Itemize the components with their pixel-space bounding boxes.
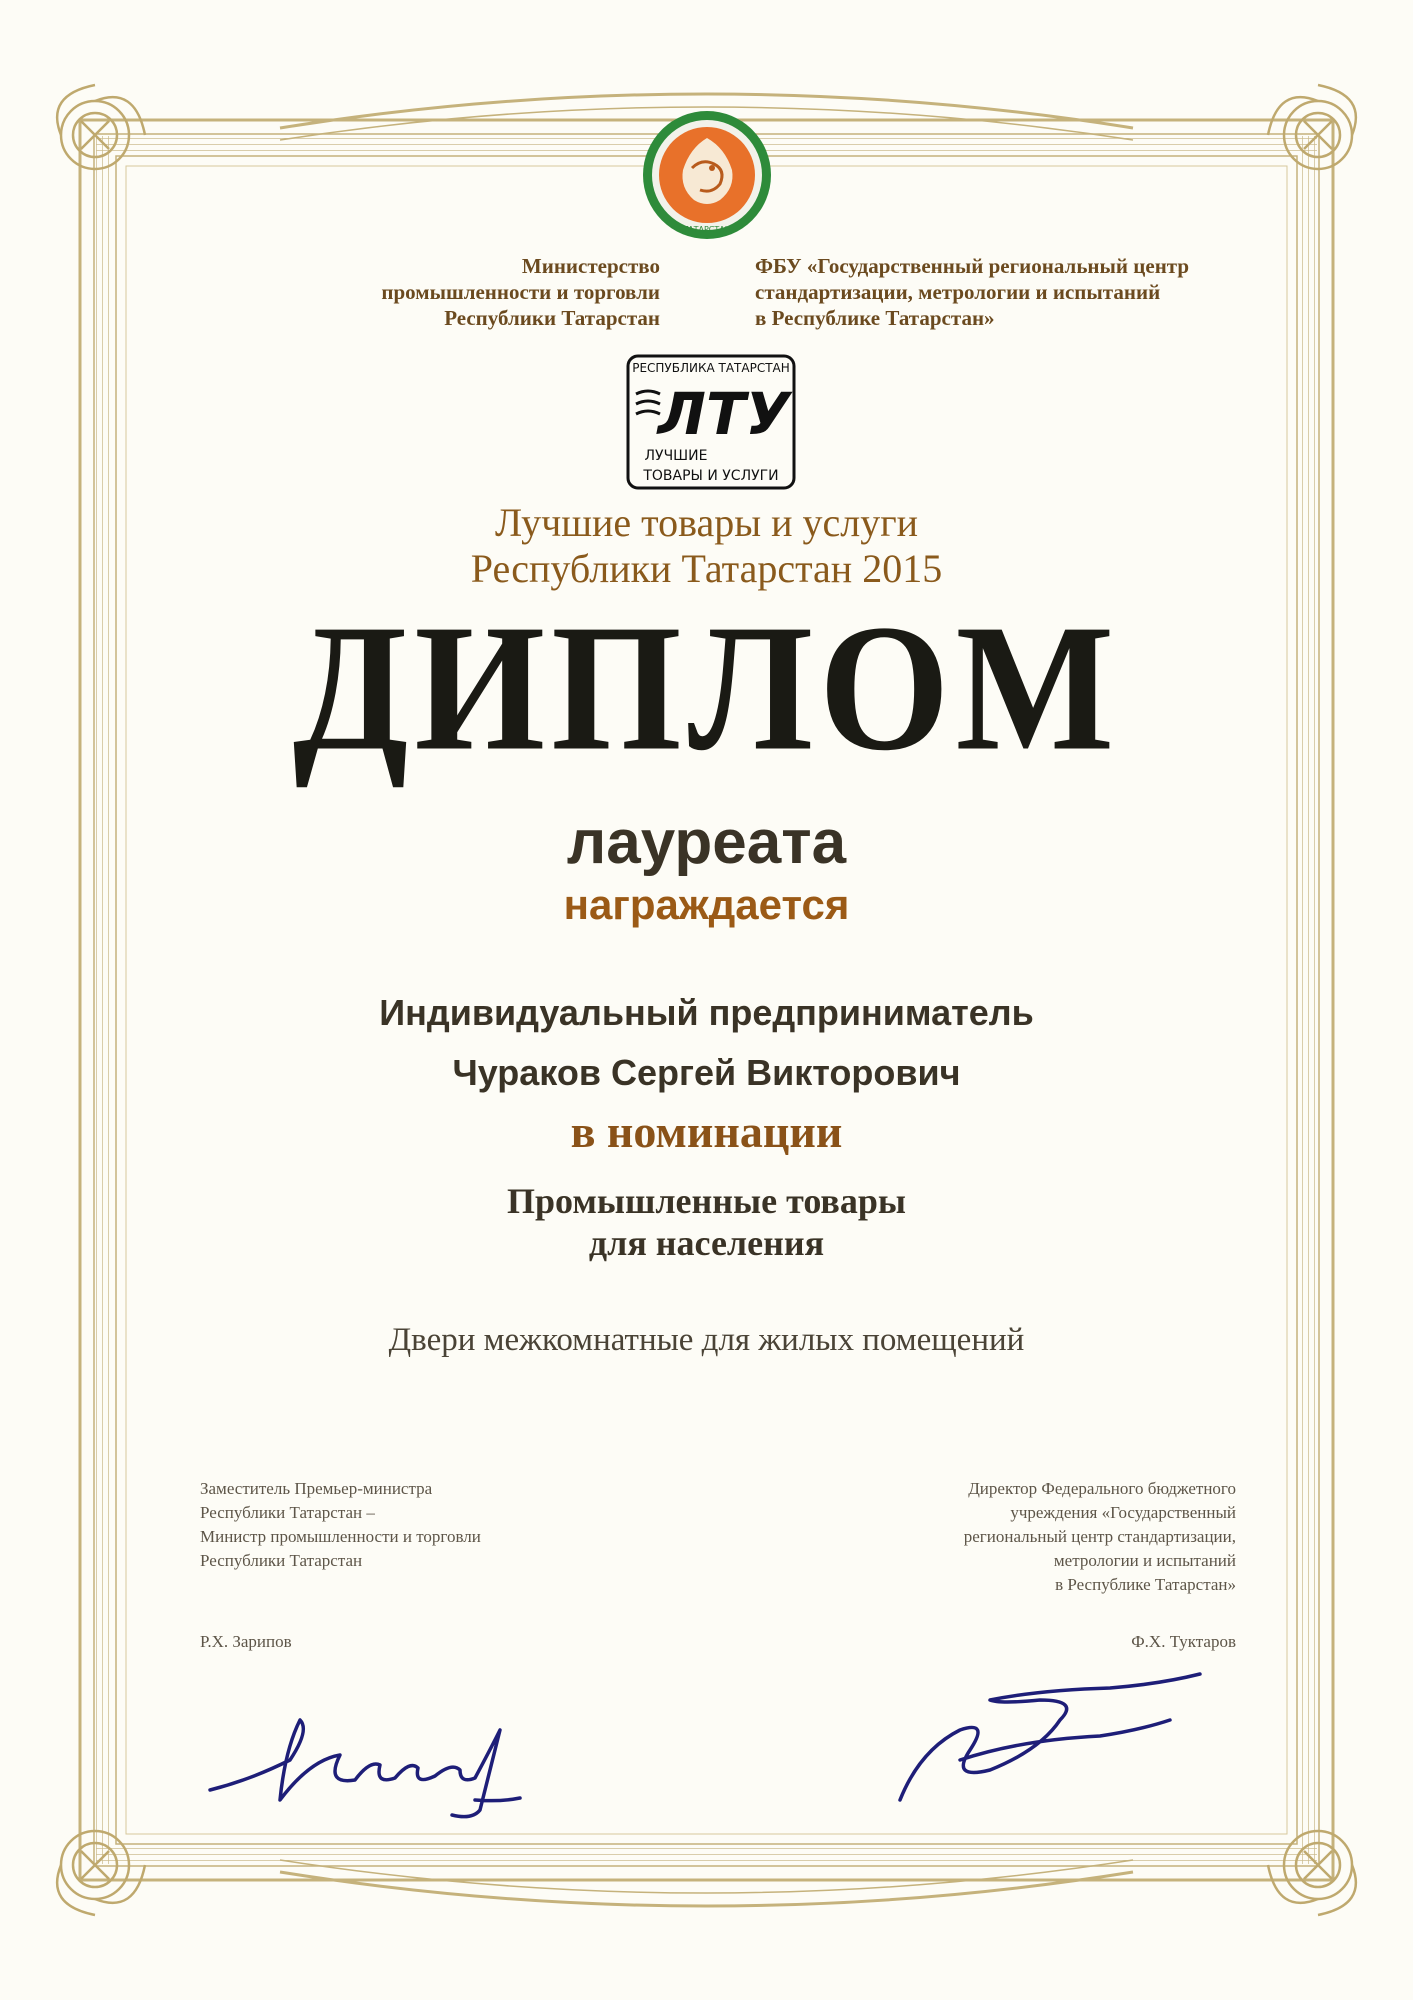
contest-title-line2: Республики Татарстан 2015 bbox=[470, 546, 943, 591]
left-signatory-line: Республики Татарстан bbox=[200, 1551, 363, 1570]
logo-line2: ТОВАРЫ И УСЛУГИ bbox=[643, 468, 779, 484]
nomination-name-line1: Промышленные товары bbox=[507, 1181, 906, 1221]
left-signature-icon bbox=[190, 1690, 570, 1830]
ministry-name bbox=[280, 253, 660, 331]
right-signatory-line: учреждения «Государственный bbox=[1010, 1503, 1236, 1522]
right-signatory-name: Ф.Х. Туктаров bbox=[1131, 1632, 1236, 1651]
nomination-name bbox=[0, 1180, 1413, 1264]
right-signatory-line: в Республике Татарстан» bbox=[1055, 1575, 1236, 1594]
left-signatory-line: Заместитель Премьер-министра bbox=[200, 1479, 433, 1498]
diploma-title: ДИПЛОМ bbox=[292, 587, 1121, 789]
emblem-label: ТАТАРСТАН bbox=[683, 225, 731, 234]
logo-top-text: РЕСПУБЛИКА ТАТАРСТАН bbox=[632, 361, 790, 375]
right-signatory-title bbox=[760, 1477, 1236, 1597]
right-signatory-line: Директор Федерального бюджетного bbox=[968, 1479, 1236, 1498]
recipient-name: Чураков Сергей Викторович bbox=[452, 1052, 961, 1093]
logo-letters: ЛТУ bbox=[657, 380, 791, 448]
left-signatory-line: Республики Татарстан – bbox=[200, 1503, 375, 1522]
ministry-line: Министерство bbox=[521, 254, 660, 278]
product-description: Двери межкомнатные для жилых помещений bbox=[388, 1322, 1025, 1358]
right-signatory-line: метрологии и испытаний bbox=[1053, 1551, 1236, 1570]
awarded-label: награждается bbox=[563, 881, 850, 928]
left-signatory-line: Министр промышленности и торговли bbox=[200, 1527, 481, 1546]
nomination-label: в номинации bbox=[570, 1106, 843, 1157]
center-line: ФБУ «Государственный региональный центр bbox=[755, 254, 1190, 278]
contest-logo-icon bbox=[626, 354, 796, 490]
tatarstan-emblem-icon bbox=[640, 108, 774, 242]
left-signatory-name: Р.Х. Зарипов bbox=[200, 1632, 292, 1651]
center-line: в Республике Татарстан» bbox=[755, 306, 995, 330]
center-line: стандартизации, метрологии и испытаний bbox=[755, 280, 1161, 304]
right-signature-icon bbox=[840, 1660, 1240, 1820]
recipient-type: Индивидуальный предприниматель bbox=[379, 992, 1034, 1033]
ministry-line: промышленности и торговли bbox=[381, 280, 660, 304]
standardization-center-name bbox=[755, 253, 1275, 331]
ministry-line: Республики Татарстан bbox=[444, 306, 660, 330]
logo-line1: ЛУЧШИЕ bbox=[644, 448, 708, 464]
right-signatory-line: региональный центр стандартизации, bbox=[963, 1527, 1236, 1546]
laureate-subtitle: лауреата bbox=[566, 808, 847, 877]
left-signatory-title bbox=[200, 1477, 660, 1573]
contest-title-line1: Лучшие товары и услуги bbox=[494, 500, 919, 545]
nomination-name-line2: для населения bbox=[588, 1223, 825, 1263]
contest-title bbox=[0, 500, 1413, 592]
